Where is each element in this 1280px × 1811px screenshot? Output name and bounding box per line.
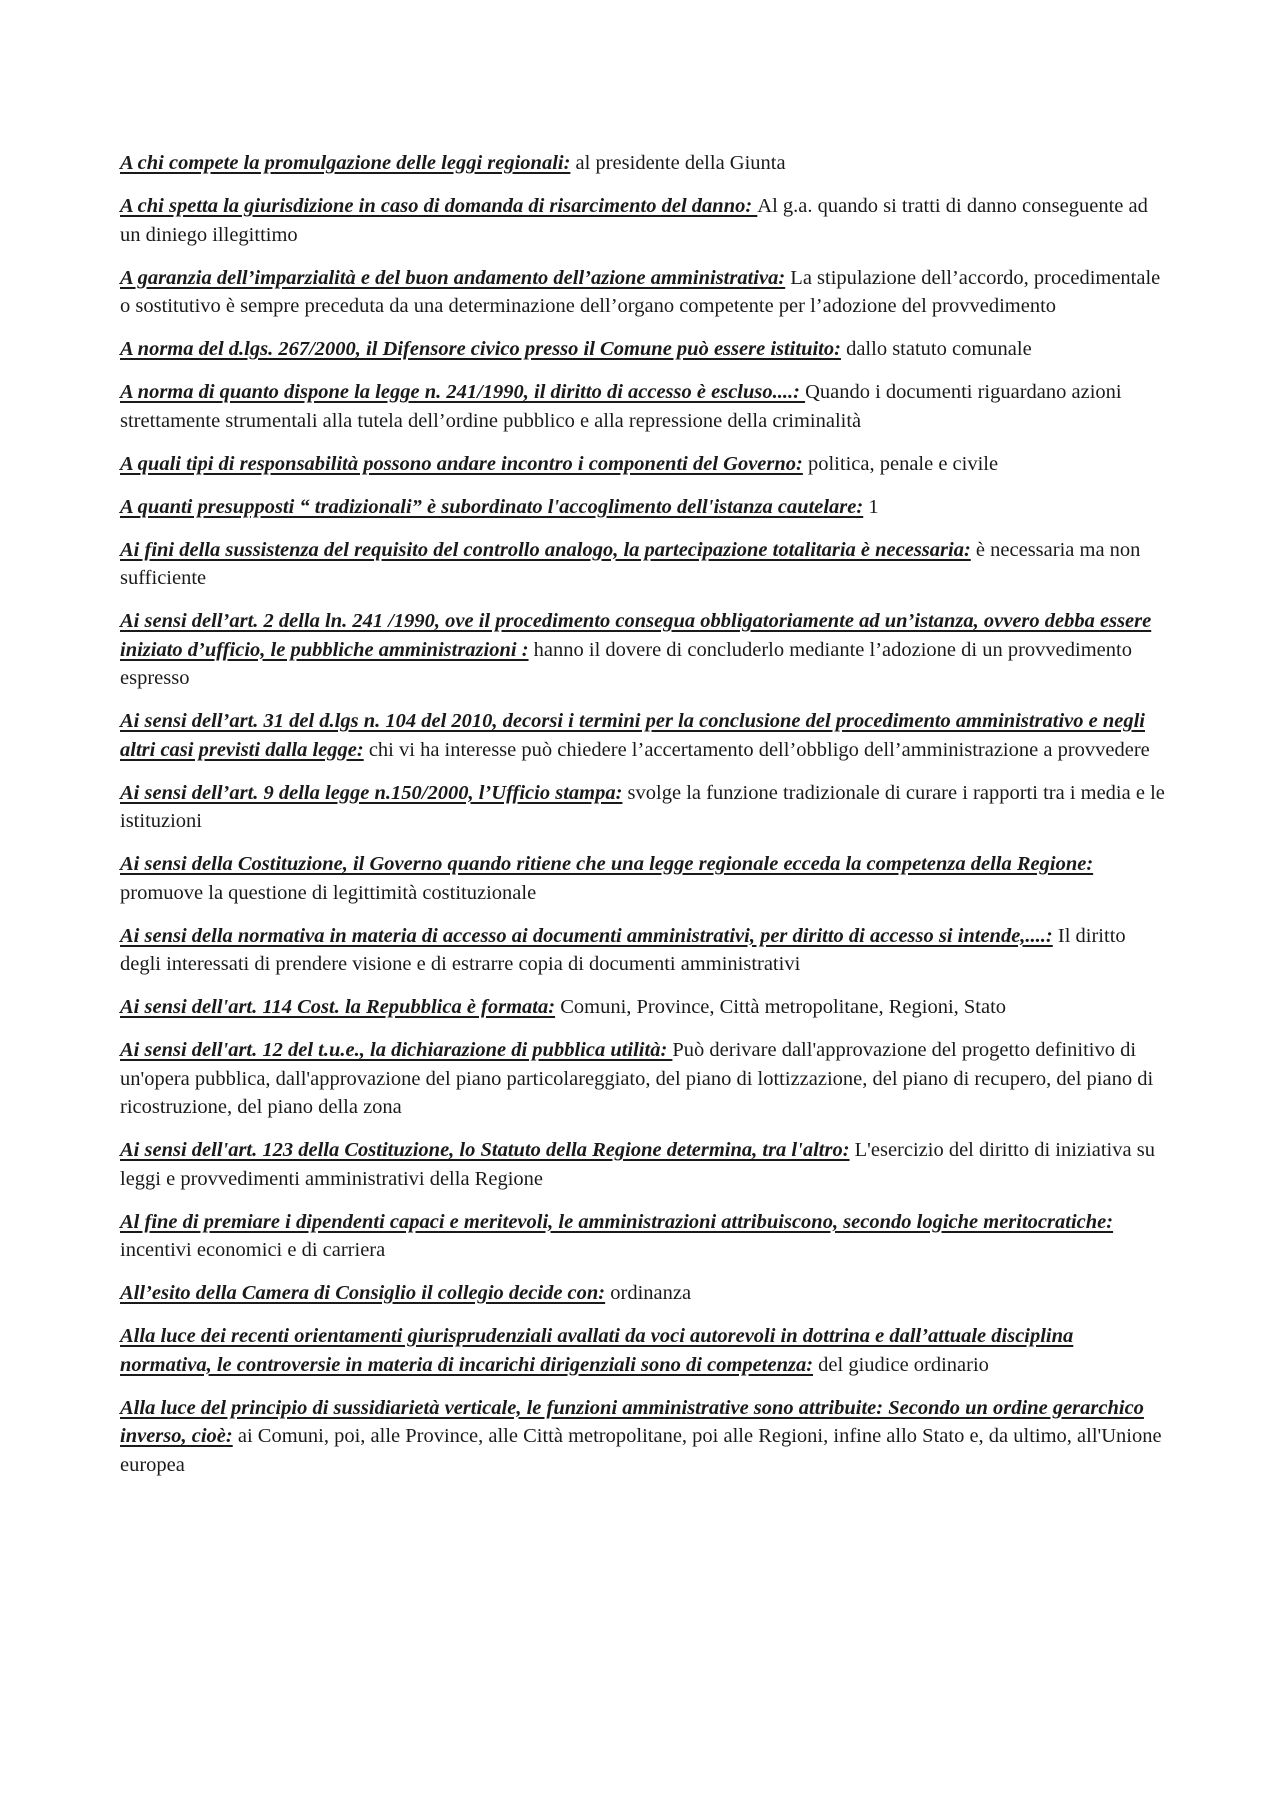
question: Ai sensi dell'art. 114 Cost. la Repubblica è formata: — [120, 996, 556, 1018]
answer: ordinanza — [610, 1282, 692, 1304]
qa-entry — [120, 1208, 1165, 1265]
answer: 1 — [868, 495, 879, 518]
qa-entry — [120, 149, 1165, 178]
qa-entry — [120, 450, 1165, 479]
question: Alla luce dei recenti orientamenti giurisprudenziali avallati da voci autorevoli in dottrina e dall’attuale disciplina normativa, le controversie in materia di incarichi dirigenziali sono di competenza: — [120, 1325, 1074, 1376]
answer: hanno il dovere di concluderlo mediante l’adozione di un provvedimento espresso — [120, 638, 1132, 689]
answer: ai Comuni, poi, alle Province, alle Città metropolitane, poi alle Regioni, infine allo Stato e, da ultimo, all'Unione europea — [120, 1425, 1162, 1476]
answer: incentivi economici e di carriera — [120, 1239, 386, 1261]
question: Al fine di premiare i dipendenti capaci e meritevoli, le amministrazioni attribuiscono, secondo logiche meritocratiche: — [120, 1210, 1114, 1233]
question: A chi spetta la giurisdizione in caso di domanda di risarcimento del danno: — [120, 195, 758, 217]
answer: dallo statuto comunale — [846, 338, 1032, 360]
qa-entry — [120, 1279, 1165, 1308]
question: A norma del d.lgs. 267/2000, il Difensore civico presso il Comune può essere istituito: — [120, 338, 841, 360]
question: Ai sensi dell’art. 31 del d.lgs n. 104 del 2010, decorsi i termini per la conclusione del procedimento amministrativo e negli altri casi previsti dalla legge: — [120, 710, 1145, 761]
answer: è necessaria ma non sufficiente — [120, 538, 1141, 589]
answer: La stipulazione dell’accordo, procedimentale o sostitutivo è sempre preceduta da una determinazione dell’organo competente per l’adozione del provvedimento — [120, 266, 1161, 317]
answer: Quando i documenti riguardano azioni strettamente strumentali alla tutela dell’ordine pubblico e alla repressione della criminalità — [120, 381, 1122, 432]
question: A norma di quanto dispone la legge n. 241/1990, il diritto di accesso è escluso....: — [120, 381, 806, 403]
question: Ai sensi dell’art. 9 della legge n.150/2000, l’Ufficio stampa: — [120, 781, 623, 804]
answer: svolge la funzione tradizionale di curare i rapporti tra i media e le istituzioni — [120, 781, 1165, 832]
qa-entry — [120, 607, 1165, 693]
qa-entry — [120, 1036, 1165, 1122]
question: Ai sensi dell’art. 2 della ln. 241 /1990, ove il procedimento consegua obbligatoriamente ad un’istanza, ovvero debba essere iniziato d’ufficio, le pubbliche amministrazioni : — [120, 610, 1152, 661]
answer: al presidente della Giunta — [575, 152, 786, 174]
question: A garanzia dell’imparzialità e del buon andamento dell’azione amministrativa: — [120, 266, 786, 289]
qa-entry — [120, 1136, 1165, 1193]
question: Alla luce del principio di sussidiarietà verticale, le funzioni amministrative sono attribuite: Secondo un ordine gerarchico inverso, cioè: — [120, 1396, 1144, 1447]
qa-entry — [120, 707, 1165, 764]
question: Ai sensi della normativa in materia di accesso ai documenti amministrativi, per diritto di accesso si intende,....: — [120, 924, 1053, 947]
answer: politica, penale e civile — [807, 452, 999, 475]
answer: chi vi ha interesse può chiedere l’accertamento dell’obbligo dell’amministrazione a provvedere — [368, 738, 1150, 761]
qa-entry — [120, 850, 1165, 907]
answer: Può derivare dall'approvazione del progetto definitivo di un'opera pubblica, dall'approvazione del piano particolareggiato, del piano di lottizzazione, del piano di recupero, del piano di ricostruzione, del piano della zona — [120, 1039, 1154, 1118]
qa-list — [120, 149, 1165, 1494]
answer: promuove la questione di legittimità costituzionale — [120, 881, 537, 904]
question: Ai sensi dell'art. 123 della Costituzione, lo Statuto della Regione determina, tra l'altro: — [120, 1139, 850, 1161]
qa-entry — [120, 378, 1165, 435]
qa-entry — [120, 264, 1165, 321]
qa-entry — [120, 1322, 1165, 1379]
qa-entry — [120, 536, 1165, 593]
question: A quanti presupposti “ tradizionali” è subordinato l'accoglimento dell'istanza cautelare: — [120, 495, 864, 518]
question: Ai sensi dell'art. 12 del t.u.e., la dichiarazione di pubblica utilità: — [120, 1039, 673, 1061]
question: All’esito della Camera di Consiglio il collegio decide con: — [120, 1282, 606, 1304]
answer: del giudice ordinario — [818, 1353, 989, 1376]
answer: L'esercizio del diritto di iniziativa su leggi e provvedimenti amministrativi della Regione — [120, 1139, 1155, 1190]
qa-entry — [120, 335, 1165, 364]
question: A quali tipi di responsabilità possono andare incontro i componenti del Governo: — [120, 452, 803, 475]
question: Ai fini della sussistenza del requisito del controllo analogo, la partecipazione totalitaria è necessaria: — [120, 538, 971, 561]
qa-entry — [120, 922, 1165, 979]
answer: Al g.a. quando si tratti di danno conseguente ad un diniego illegittimo — [120, 195, 1148, 246]
answer: Comuni, Province, Città metropolitane, Regioni, Stato — [560, 996, 1007, 1018]
qa-entry — [120, 993, 1165, 1022]
qa-entry — [120, 192, 1165, 249]
qa-entry — [120, 1394, 1165, 1480]
question: Ai sensi della Costituzione, il Governo quando ritiene che una legge regionale ecceda la competenza della Regione: — [120, 853, 1094, 875]
answer: Il diritto degli interessati di prendere visione e di estrarre copia di documenti amministrativi — [120, 924, 1126, 975]
question: A chi compete la promulgazione delle leggi regionali: — [120, 152, 571, 174]
qa-entry — [120, 493, 1165, 522]
qa-entry — [120, 779, 1165, 836]
